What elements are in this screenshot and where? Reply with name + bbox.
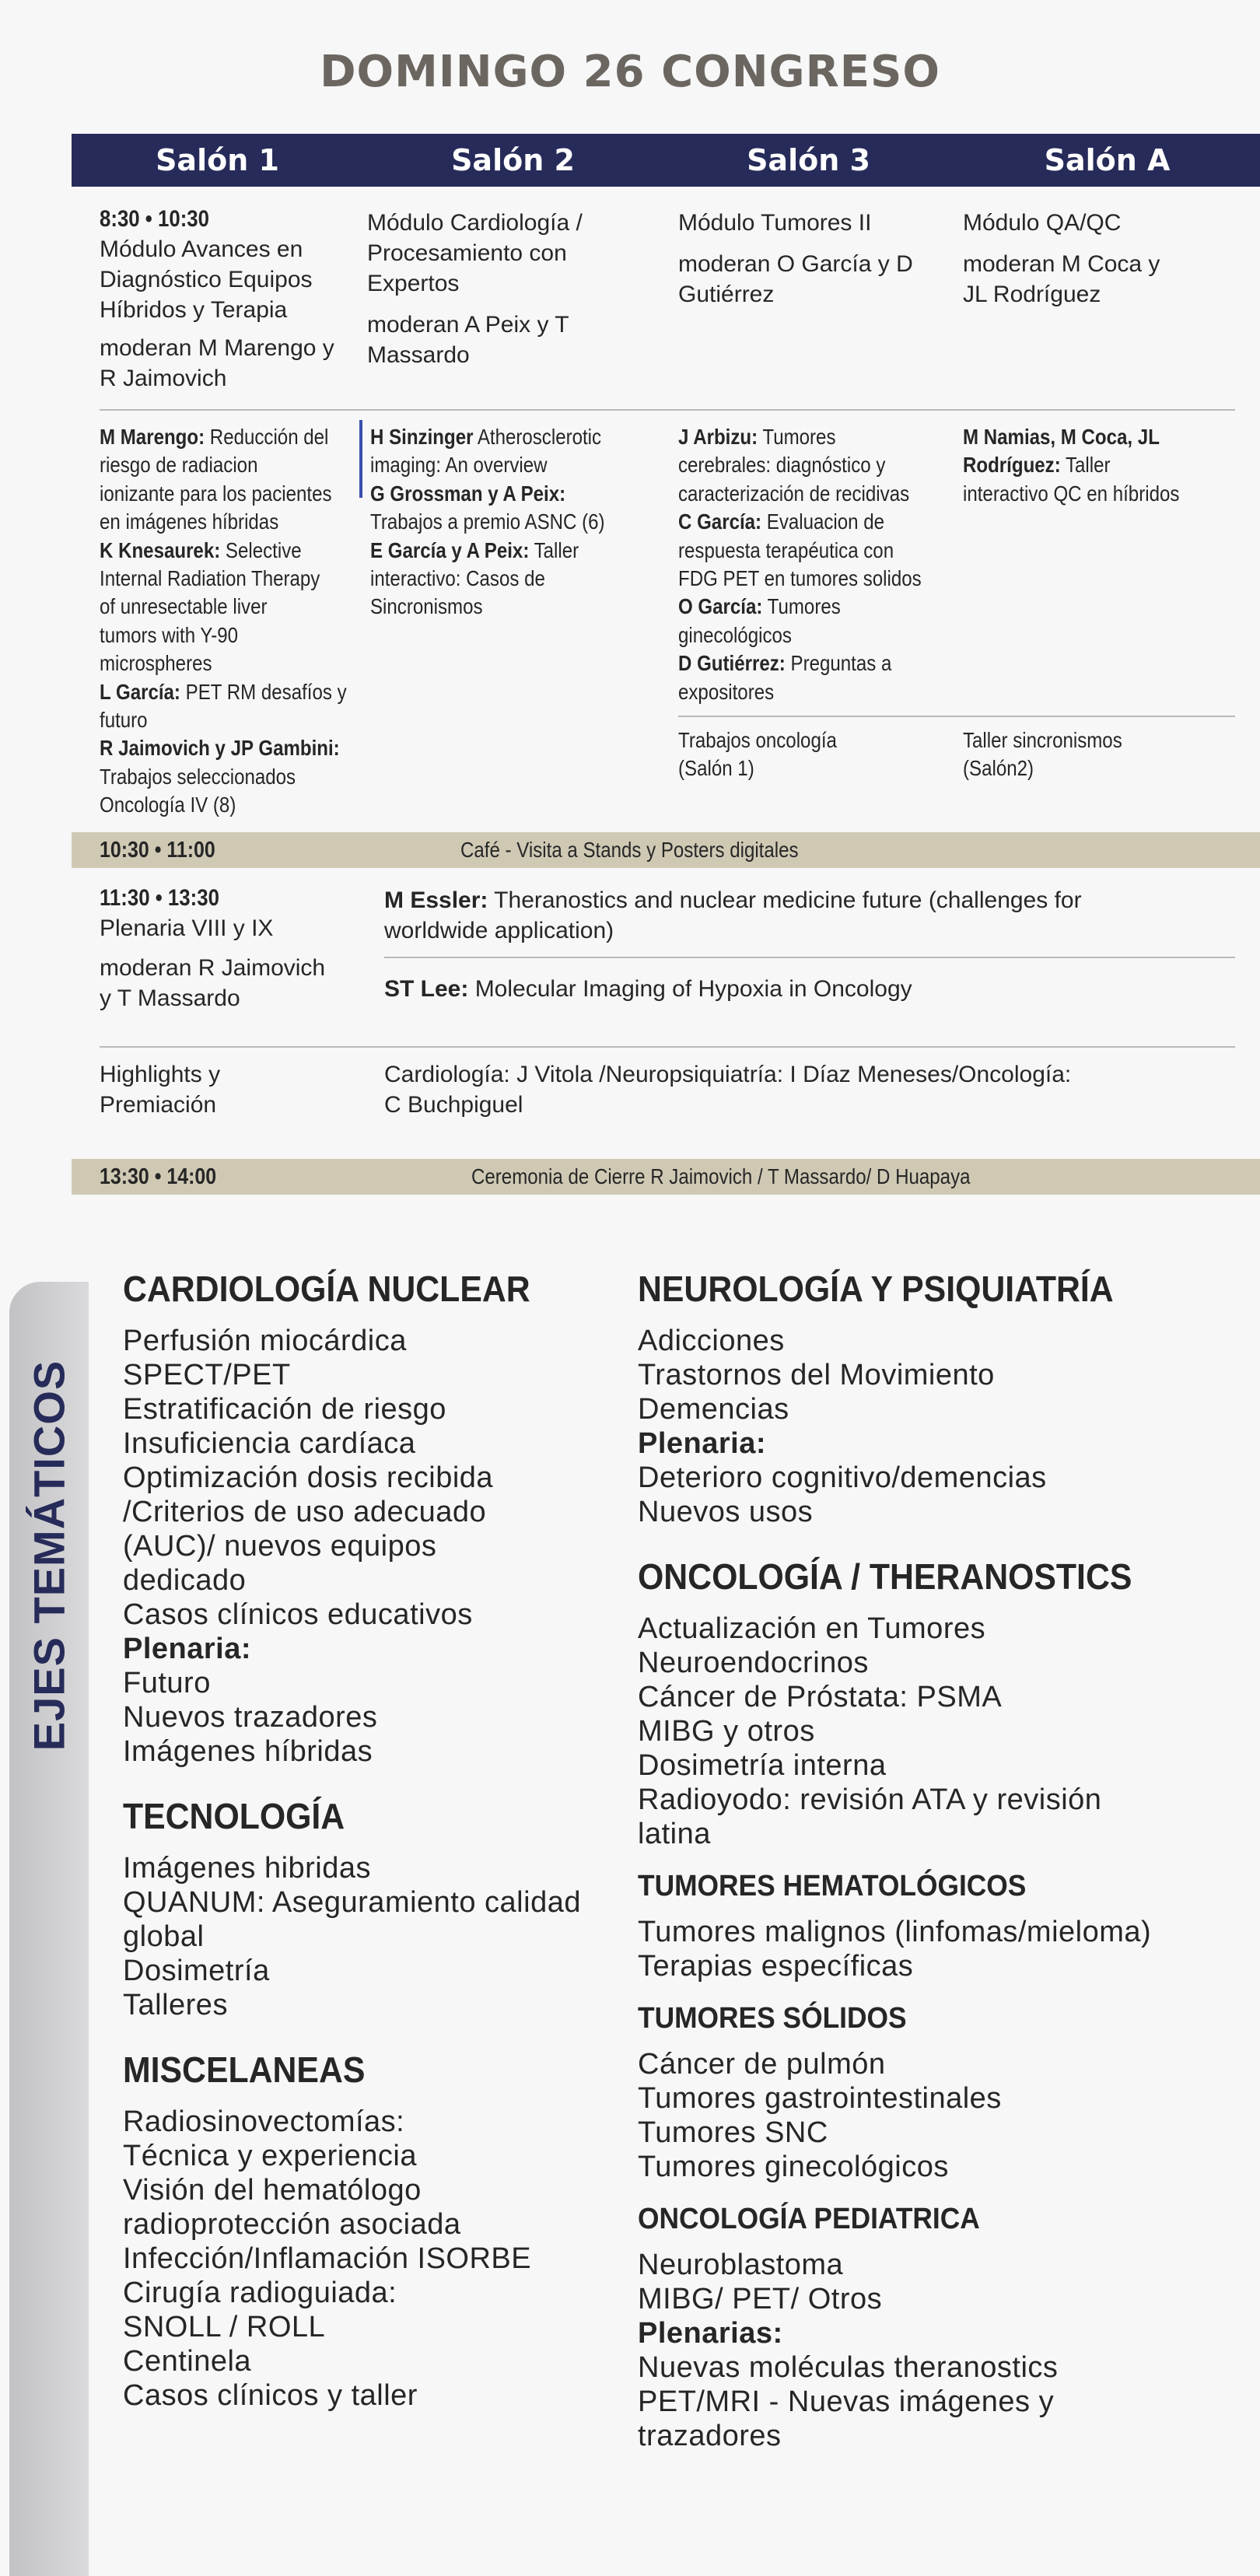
- time-slot: 11:30 • 13:30: [100, 885, 219, 911]
- talk-line: [100, 734, 367, 762]
- theme-item: Nuevos usos: [638, 1496, 814, 1528]
- theme-item: Tumores ginecológicos: [638, 2151, 949, 2183]
- theme-item: SNOLL / ROLL: [123, 2311, 326, 2343]
- talk-line: [100, 678, 367, 706]
- speaker-name: R Jaimovich y JP Gambini:: [100, 736, 340, 761]
- theme-item: Tumores malignos (linfomas/mieloma): [638, 1916, 1152, 1948]
- theme-item: Radiosinovectomías:: [123, 2105, 405, 2138]
- plenaria-talk-2: [384, 974, 1240, 1004]
- extra-line: (Salón2): [963, 756, 1034, 781]
- highlights-label: [100, 1059, 364, 1120]
- talk-line: [678, 508, 946, 536]
- talk-text: Oncología IV (8): [100, 793, 236, 817]
- talk-line: [963, 480, 1230, 508]
- moderators-line: moderan M Marengo y: [100, 335, 334, 361]
- talk-text: expositores: [678, 679, 775, 704]
- moderators-line: Massardo: [367, 342, 470, 368]
- row1-salon2: [367, 208, 655, 370]
- theme-item: Visión del hematólogo: [123, 2174, 422, 2207]
- break-time: 10:30 • 11:00: [100, 838, 215, 863]
- talk-line: [370, 593, 651, 621]
- talk-line: [100, 649, 367, 677]
- talk-text: respuesta terapéutica con: [678, 537, 894, 562]
- speaker-name: D Gutiérrez:: [678, 651, 786, 676]
- moderators-line: JL Rodríguez: [963, 282, 1101, 307]
- speaker-name: ST Lee:: [384, 976, 469, 1002]
- time-slot: 8:30 • 10:30: [100, 206, 209, 232]
- theme-item: Trastornos del Movimiento: [638, 1359, 995, 1391]
- closing-ceremony-band: [72, 1159, 1260, 1195]
- talk-line: [678, 537, 946, 565]
- theme-heading: TUMORES SÓLIDOS: [638, 2002, 907, 2035]
- talk-text: tumors with Y-90: [100, 622, 239, 647]
- row2-salon1-talks: [100, 423, 367, 820]
- talk-text: Tumores: [762, 594, 841, 619]
- speaker-name: G Grossman y A Peix:: [370, 481, 566, 506]
- divider: [384, 957, 1235, 958]
- divider: [100, 1046, 1235, 1048]
- talk-line: [678, 621, 946, 649]
- theme-item: global: [123, 1920, 205, 1953]
- theme-heading: MISCELANEAS: [123, 2049, 366, 2090]
- talk-text: interactivo QC en híbridos: [963, 481, 1180, 506]
- divider: [100, 409, 1235, 411]
- break-text: Café - Visita a Stands y Posters digitales: [460, 838, 799, 862]
- moderators-line: y T Massardo: [100, 985, 240, 1011]
- salon-a-heading: Salón A: [1044, 143, 1171, 177]
- theme-item: SPECT/PET: [123, 1359, 291, 1391]
- highlights-line: Highlights y: [100, 1062, 221, 1087]
- talk-line: [100, 480, 367, 508]
- talk-text: imaging: An overview: [370, 453, 548, 478]
- talk-title: Theranostics and nuclear medicine future (challenges for: [488, 887, 1082, 913]
- row2-salona-talks: [963, 423, 1230, 508]
- theme-heading: ONCOLOGÍA PEDIATRICA: [638, 2203, 980, 2235]
- theme-item: Cirugía radioguiada:: [123, 2277, 397, 2309]
- talk-line: [100, 423, 367, 451]
- theme-item: QUANUM: Aseguramiento calidad: [123, 1886, 581, 1919]
- salon-2-heading: Salón 2: [451, 143, 575, 177]
- theme-item: Radioyodo: revisión ATA y revisión: [638, 1783, 1102, 1816]
- theme-item: radioprotección asociada: [123, 2208, 461, 2241]
- talk-line: [100, 621, 367, 649]
- theme-item: Tumores SNC: [638, 2116, 828, 2149]
- talk-text: en imágenes híbridas: [100, 509, 279, 534]
- theme-item: Deterioro cognitivo/demencias: [638, 1461, 1047, 1494]
- theme-item: Casos clínicos educativos: [123, 1598, 473, 1631]
- talk-line: [100, 565, 367, 593]
- theme-item: Infección/Inflamación ISORBE: [123, 2242, 532, 2275]
- themes-left-column: [123, 1268, 621, 2413]
- talk-text: Evaluacion de: [761, 509, 885, 534]
- extra-line: Taller sincronismos: [963, 728, 1122, 752]
- talk-line: [100, 537, 367, 565]
- talk-line: [678, 451, 946, 479]
- row2-salona-extra: [963, 726, 1230, 783]
- talk-line: [678, 678, 946, 706]
- speaker-name: M Marengo:: [100, 425, 205, 449]
- speaker-name: C García:: [678, 509, 762, 534]
- talk-line: [370, 565, 651, 593]
- theme-subheading: Plenaria:: [123, 1633, 252, 1665]
- highlights-line: Premiación: [100, 1092, 217, 1118]
- break-text: Ceremonia de Cierre R Jaimovich / T Massardo/ D Huapaya: [471, 1164, 971, 1188]
- talk-text: PET RM desafíos y: [180, 679, 347, 704]
- theme-item: PET/MRI - Nuevas imágenes y: [638, 2385, 1055, 2418]
- row2-salon3-talks: [678, 423, 946, 706]
- break-time: 13:30 • 14:00: [100, 1164, 217, 1189]
- theme-heading: NEUROLOGÍA Y PSIQUIATRÍA: [638, 1269, 1114, 1309]
- talk-line: [370, 508, 651, 536]
- theme-heading: ONCOLOGÍA / THERANOSTICS: [638, 1556, 1132, 1597]
- row1-salon1: [100, 204, 364, 394]
- theme-item: Nuevas moléculas theranostics: [638, 2351, 1059, 2384]
- talk-line: [100, 706, 367, 734]
- theme-subheading: Plenarias:: [638, 2317, 783, 2350]
- module-line: Módulo QA/QC: [963, 210, 1122, 236]
- talk-line: [100, 593, 367, 621]
- coffee-break-band: [72, 832, 1260, 868]
- talk-text: Trabajos a premio ASNC (6): [370, 509, 605, 534]
- talk-line: [678, 593, 946, 621]
- theme-heading: CARDIOLOGÍA NUCLEAR: [123, 1269, 530, 1309]
- theme-item: Neuroendocrinos: [638, 1647, 869, 1679]
- speaker-name: Rodríguez:: [963, 453, 1061, 478]
- moderators-line: moderan M Coca y: [963, 251, 1160, 277]
- module-line: Procesamiento con: [367, 240, 567, 266]
- page-title: DOMINGO 26 CONGRESO: [320, 47, 940, 97]
- theme-item: MIBG y otros: [638, 1715, 815, 1748]
- talk-text: Taller: [1060, 453, 1111, 478]
- side-label-text: EJES TEMÁTICOS: [24, 1360, 74, 1752]
- theme-item: Cáncer de Próstata: PSMA: [638, 1681, 1003, 1713]
- theme-item: Casos clínicos y taller: [123, 2379, 418, 2412]
- talk-text: futuro: [100, 708, 148, 733]
- theme-item: Imágenes hibridas: [123, 1852, 372, 1885]
- row2-salon2-talks: [370, 423, 651, 621]
- theme-item: Dosimetría: [123, 1955, 270, 1987]
- talk-text: cerebrales: diagnóstico y: [678, 453, 886, 478]
- talk-text: ionizante para los pacientes: [100, 481, 332, 506]
- salon-header: [72, 134, 1260, 187]
- salon-1-heading: Salón 1: [156, 143, 279, 177]
- speaker-name: M Essler:: [384, 887, 488, 913]
- moderators-line: R Jaimovich: [100, 366, 227, 391]
- theme-item: Dosimetría interna: [638, 1749, 887, 1782]
- talk-text: microspheres: [100, 651, 212, 676]
- speaker-name: J Arbizu:: [678, 425, 758, 449]
- talk-text: caracterización de recidivas: [678, 481, 910, 506]
- module-line: Módulo Cardiología /: [367, 210, 583, 236]
- theme-item: Adicciones: [638, 1325, 785, 1357]
- theme-item: Actualización en Tumores: [638, 1612, 986, 1645]
- talk-text: interactivo: Casos de: [370, 566, 545, 591]
- theme-item: Cáncer de pulmón: [638, 2048, 886, 2081]
- theme-item: (AUC)/ nuevos equipos: [123, 1530, 437, 1563]
- speaker-name: E García y A Peix:: [370, 537, 530, 562]
- speaker-name: O García:: [678, 594, 763, 619]
- talk-text: of unresectable liver: [100, 594, 268, 619]
- extra-line: (Salón 1): [678, 756, 754, 781]
- theme-item: dedicado: [123, 1564, 247, 1597]
- talk-text: Taller: [529, 537, 579, 562]
- theme-item: Nuevos trazadores: [123, 1701, 378, 1734]
- theme-heading: TECNOLOGÍA: [123, 1796, 345, 1836]
- talk-line: [963, 423, 1230, 451]
- theme-item: Neuroblastoma: [638, 2249, 844, 2281]
- speaker-name: L García:: [100, 679, 180, 704]
- theme-heading: TUMORES HEMATOLÓGICOS: [638, 1870, 1027, 1902]
- theme-item: Terapias específicas: [638, 1950, 914, 1983]
- talk-line: [370, 537, 651, 565]
- theme-item: Técnica y experiencia: [123, 2140, 418, 2172]
- row1-salona: [963, 208, 1227, 310]
- theme-item: Perfusión miocárdica: [123, 1325, 407, 1357]
- speaker-name: M Namias, M Coca, JL: [963, 425, 1160, 449]
- talk-line: [100, 791, 367, 819]
- moderators-line: moderan A Peix y T: [367, 312, 569, 338]
- module-line: Diagnóstico Equipos: [100, 267, 313, 292]
- moderators-line: moderan R Jaimovich: [100, 955, 326, 981]
- divider: [678, 716, 1235, 717]
- moderators-line: Gutiérrez: [678, 282, 775, 307]
- speaker-name: H Sinzinger: [370, 425, 474, 449]
- talk-line: [370, 480, 651, 508]
- theme-item: Imágenes híbridas: [123, 1735, 373, 1768]
- talk-title: Molecular Imaging of Hypoxia in Oncology: [468, 976, 912, 1002]
- theme-item: Insuficiencia cardíaca: [123, 1427, 416, 1460]
- talk-title: worldwide application): [384, 918, 614, 943]
- module-line: Módulo Tumores II: [678, 210, 872, 236]
- talk-line: [100, 508, 367, 536]
- theme-item: MIBG/ PET/ Otros: [638, 2283, 883, 2315]
- row2-salon3-extra: [678, 726, 946, 783]
- talk-line: [963, 451, 1230, 479]
- theme-item: Optimización dosis recibida: [123, 1461, 494, 1494]
- module-line: Expertos: [367, 271, 460, 296]
- talk-line: [678, 423, 946, 451]
- theme-item: Estratificación de riesgo: [123, 1393, 446, 1426]
- talk-text: Sincronismos: [370, 594, 483, 619]
- theme-item: Futuro: [123, 1667, 211, 1699]
- talk-line: [100, 451, 367, 479]
- talk-text: FDG PET en tumores solidos: [678, 566, 922, 591]
- module-line: Híbridos y Terapia: [100, 297, 288, 323]
- talk-line: [678, 480, 946, 508]
- talk-text: Reducción del: [205, 425, 329, 449]
- theme-subheading: Plenaria:: [638, 1427, 767, 1460]
- talk-text: Trabajos seleccionados: [100, 764, 296, 789]
- moderators-line: moderan O García y D: [678, 251, 913, 277]
- talk-text: Atherosclerotic: [473, 425, 602, 449]
- talk-text: Internal Radiation Therapy: [100, 566, 320, 591]
- talk-text: Tumores: [758, 425, 836, 449]
- side-label: [9, 1307, 89, 1804]
- talk-line: [678, 565, 946, 593]
- highlights-line: C Buchpiguel: [384, 1092, 523, 1118]
- plenaria-talk-1: [384, 885, 1240, 946]
- talk-line: [678, 649, 946, 677]
- theme-item: Demencias: [638, 1393, 789, 1426]
- plenaria-title: Plenaria VIII y IX: [100, 915, 274, 941]
- highlights-text: [384, 1059, 1240, 1120]
- talk-text: riesgo de radiacion: [100, 453, 258, 478]
- extra-line: Trabajos oncología: [678, 728, 837, 752]
- theme-item: Talleres: [123, 1989, 228, 2021]
- talk-text: Selective: [220, 537, 302, 562]
- speaker-name: K Knesaurek:: [100, 537, 221, 562]
- theme-item: Centinela: [123, 2345, 252, 2378]
- talk-text: ginecológicos: [678, 622, 792, 647]
- salon-3-heading: Salón 3: [747, 143, 870, 177]
- talk-text: Preguntas a: [785, 651, 892, 676]
- highlights-line: Cardiología: J Vitola /Neuropsiquiatría: I Díaz Meneses/Oncología:: [384, 1062, 1072, 1087]
- theme-item: Tumores gastrointestinales: [638, 2082, 1002, 2115]
- module-line: Módulo Avances en: [100, 236, 303, 262]
- theme-item: /Criterios de uso adecuado: [123, 1496, 487, 1528]
- talk-line: [100, 763, 367, 791]
- plenaria-block: [100, 883, 364, 1013]
- talk-line: [370, 423, 651, 451]
- themes-right-column: [638, 1268, 1252, 2453]
- row1-salon3: [678, 208, 943, 310]
- theme-item: latina: [638, 1818, 711, 1850]
- talk-line: [370, 451, 651, 479]
- theme-item: trazadores: [638, 2420, 782, 2452]
